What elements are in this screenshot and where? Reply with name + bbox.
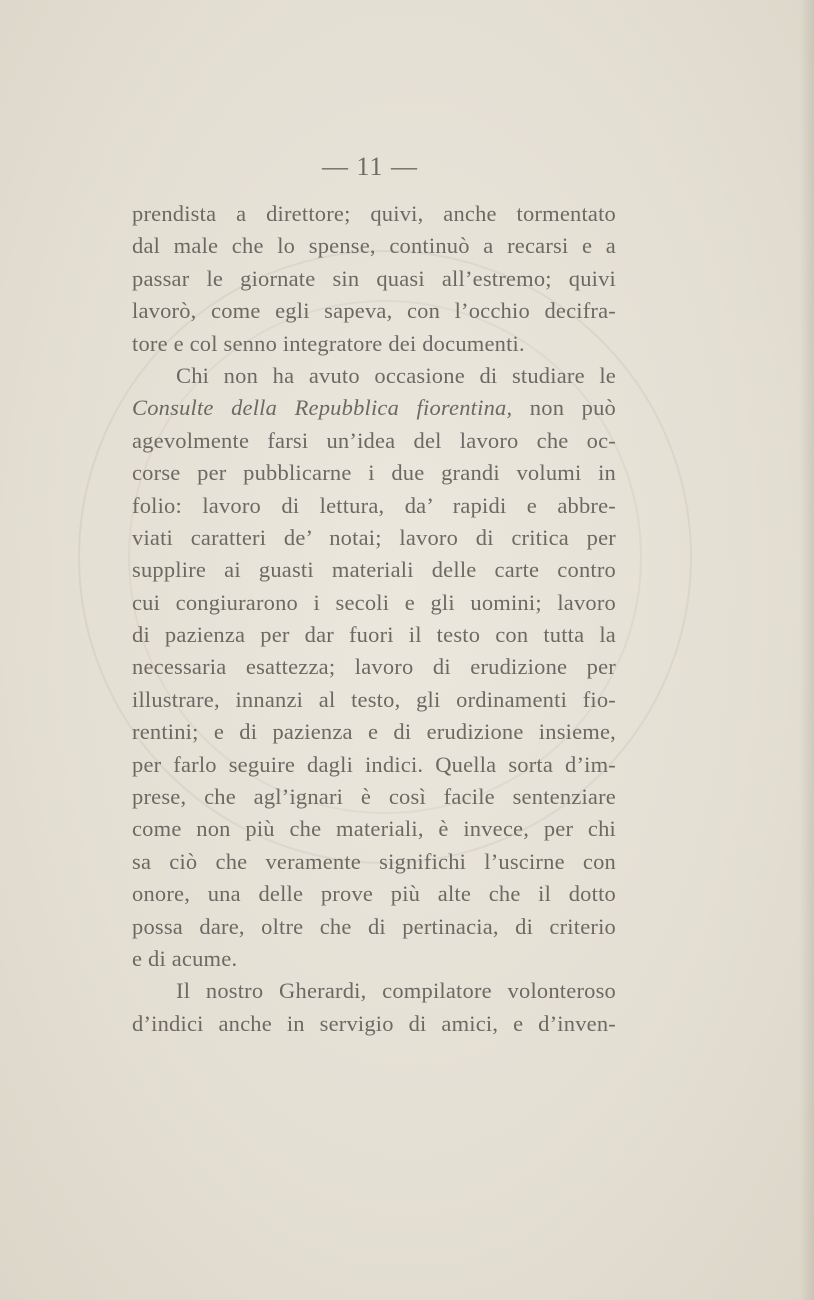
text-line-paragraph-start: Chi non ha avuto occasione di studiare le [176,362,616,388]
text-line: per farlo seguire dagli indici. Quella sorta d’im- [132,751,616,777]
text-line: supplire ai guasti materiali delle carte contro [132,557,616,583]
text-line: prendista a direttore; quivi, anche tormentato [132,201,616,226]
text-line: rentini; e di pazienza e di erudizione insieme, [132,719,616,745]
page-edge-shadow [800,0,814,1300]
text-line: d’indici anche in servigio di amici, e d’inven- [132,1010,616,1036]
text-line: onore, una delle prove più alte che il dotto [132,881,616,907]
text-line: tore e col senno integratore dei documenti. [132,330,525,356]
text-line-paragraph-start: Il nostro Gherardi, compilatore volonteroso [176,978,616,1004]
italic-title: Consulte della Repubblica fiorentina, [132,395,513,421]
text-line: come non più che materiali, è invece, per chi [132,816,616,842]
text-line: illustrare, innanzi al testo, gli ordinamenti fio- [132,686,616,712]
text-line: necessaria esattezza; lavoro di erudizione per [132,654,616,680]
text-line: sa ciò che veramente significhi l’uscirne con [132,848,616,874]
text-line: corse per pubblicarne i due grandi volumi in [132,460,616,486]
text-line-rest: non può [512,395,616,421]
text-line: passar le giornate sin quasi all’estremo; quivi [132,265,616,291]
text-line: dal male che lo spense, continuò a recarsi e a [132,233,616,259]
text-line: possa dare, oltre che di pertinacia, di criterio [132,913,616,939]
text-line: prese, che agl’ignari è così facile sentenziare [132,784,616,810]
text-line: cui congiurarono i secoli e gli uomini; lavoro [132,589,616,615]
text-line: e di acume. [132,945,238,971]
text-line: lavorò, come egli sapeva, con l’occhio decifra- [132,298,616,324]
text-line: di pazienza per dar fuori il testo con tutta la [132,622,616,648]
body-text [132,198,616,1040]
text-line: agevolmente farsi un’idea del lavoro che oc- [132,427,616,453]
text-line: viati caratteri de’ notai; lavoro di critica per [132,524,616,550]
text-line: folio: lavoro di lettura, da’ rapidi e abbre- [132,492,616,518]
text-line-with-title [132,392,616,424]
page-number: — 11 — [321,152,419,181]
